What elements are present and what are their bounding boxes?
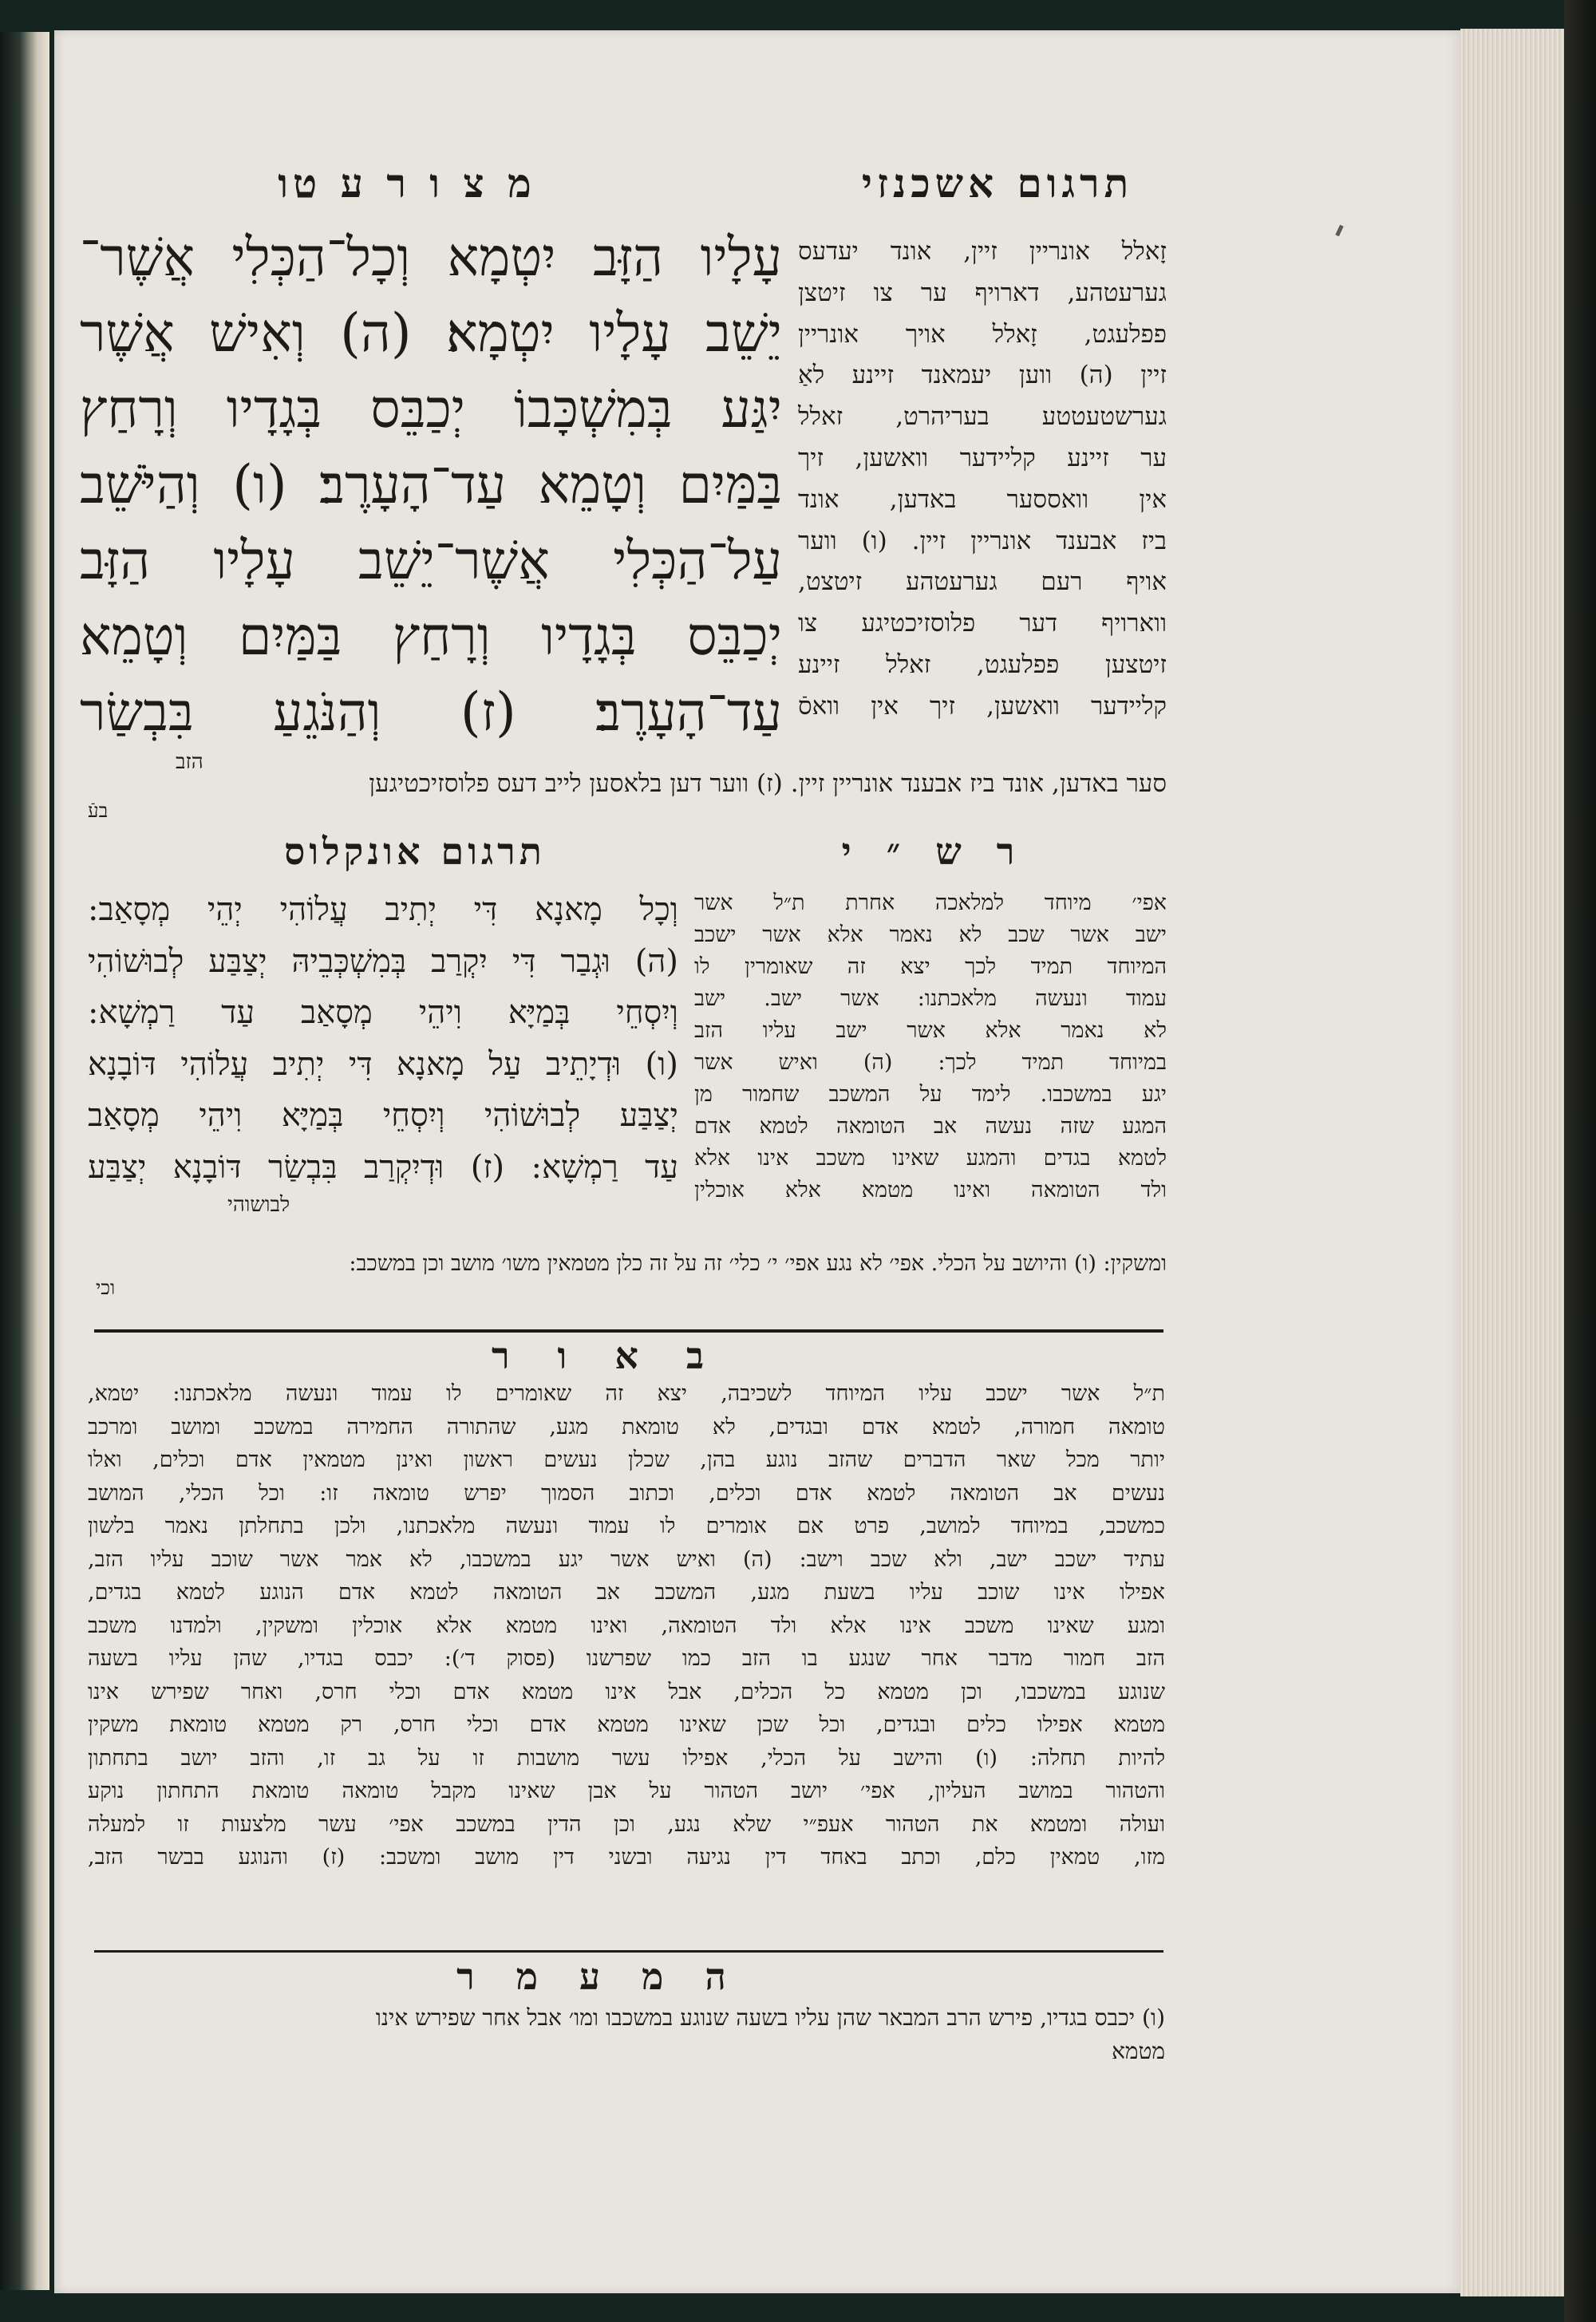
rashi-continuation	[80, 1251, 1167, 1299]
biur-line: ועולה ומטמא את הטהור אעפ״י שלא נגע, וכן הדין במשכב אפי׳ עשר מלצעות זו למעלה	[88, 1811, 1165, 1837]
rashi-line: יגע במשכבו. לימד על המשכב שחמור מן	[694, 1082, 1167, 1107]
yiddish-line: גערעטהע, דארויף ער צו זיטצן	[798, 278, 1167, 307]
yiddish-line: פפלעגט, זָאלל אויך אונריין	[798, 319, 1167, 349]
yiddish-line: אין וואססער באדען, אונד	[798, 484, 1167, 514]
yiddish-line: זיטצען פפלעגט, זאלל זיינע	[798, 650, 1167, 679]
yiddish-line: ביז אבענד אונריין זיין. (ו) ווער	[798, 526, 1167, 555]
onkelos-line: וְיִסְחֵי בְּמַיָּא וִיהֵי מְסָאַב עַד רַמְשָׁא:	[88, 994, 678, 1031]
rashi-line: במיוחד תמיד לכך: (ה) ואיש אשר	[694, 1050, 1167, 1075]
yiddish-line: אויף רעם גערעטהע זיטצט,	[798, 567, 1167, 597]
torah-line: בַּמַּיִם וְטָמֵא עַד־הָעָרֶב׃ (ו) וְהַיֹּשֵׁב	[80, 454, 782, 515]
rashi-line: לא נאמר אלא אשר ישב עליו הזב	[694, 1018, 1167, 1043]
facing-page-edge	[0, 32, 49, 2290]
biur-line: מזו, טמאין כלם, וכתב באחד דין נגיעה ובשני דין מושב ומשכב: (ז) והנוגע בבשר הזב,	[88, 1845, 1165, 1870]
section-divider	[94, 1329, 1163, 1333]
biur-line: ת״ל אשר ישכב עליו המיוחד לשכיבה, יצא זה שאומרים לו עמוד ונעשה מלאכתנו: יטמא,	[88, 1381, 1165, 1406]
rashi-column	[694, 887, 1167, 1206]
onkelos-line: יְצַבַּע לְבוּשׁוֹהִי וְיִסְחֵי בְּמַיָּא וִיהֵי מְסָאַב	[88, 1097, 678, 1134]
rashi-line: עמוד ונעשה מלאכתנו: אשר ישב. ישב	[694, 986, 1167, 1011]
hameamer-title: ה מ ע מ ר	[456, 1955, 741, 1998]
onkelos-title: תרגום אונקלוס	[284, 830, 546, 873]
yiddish-line: גערשטעטטע בעריהרט, זאלל	[798, 402, 1167, 432]
rashi-catchword: וכי	[96, 1277, 116, 1299]
page-block-edges	[1460, 29, 1564, 2296]
yiddish-line: ער זיינע קליידער וואשען, זיך	[798, 443, 1167, 472]
biur-title: ב א ו ר	[491, 1334, 722, 1377]
hameamer-line: מטמא	[1112, 2038, 1165, 2064]
hameamer-commentary	[88, 2001, 1165, 2068]
rashi-title: ר ש ״ י	[841, 830, 1026, 873]
rashi-line: אפי׳ מיוחד למלאכה אחרת ת״ל אשר	[694, 890, 1167, 915]
biur-line: להיות תחלה: (ו) והישב על הכלי, אפילו עשר מושבות זו על גב זו, והזב יושב בתחתון	[88, 1745, 1165, 1771]
onkelos-line: (ו) וּדְיָתֵיב עַל מָאנָא דִּי יְתִיב עֲלוֹהִי דּוֹבָנָא	[88, 1045, 678, 1083]
rashi-line: ישב אשר שכב לא נאמר אלא אשר ישכב	[694, 922, 1167, 947]
hameamer-line: (ו) יכבס בגדיו, פירש הרב המבאר שהן עליו בשעה שנוגע במשכבו ומו׳ אבל אחר שפירש אינו	[375, 2004, 1165, 2031]
biur-line: שנוגע במשכבו, וכן מטמא כל הכלים, אבל אינו מטמא אדם וכלי חרס, ואחר שפירש אינו	[88, 1679, 1165, 1704]
yiddish-line: ווארויף דער פלוסזיכטיגע צו	[798, 609, 1167, 638]
torah-catchword: הזב	[176, 750, 203, 774]
torah-line: יִגַּע בְּמִשְׁכָּבוֹ יְכַבֵּס בְּגָדָיו וְרָחַץ	[80, 378, 782, 440]
onkelos-catchword: לבושוהי	[227, 1193, 290, 1217]
biur-line: אפילו אינו שוכב עליו בשעת מגע, המשכב אב הטומאה לטמא אדם הנוגע לטמא בגדים,	[88, 1580, 1165, 1605]
onkelos-line: עַד רַמְשָׁא: (ז) וּדְיִקְרַב בִּבְשַׂר דּוֹבָנָא יְצַבַּע	[88, 1148, 678, 1186]
yiddish-line: סער באדען, אונד ביז אבענד אונריין זיין. (ז) ווער דען בלאסען לייב דעס פלוסזיכטיגען	[369, 769, 1167, 798]
onkelos-line: (ה) וּגְבַר דִּי יִקְרַב בְּמִשְׁכְּבֵיהּ יְצַבַּע לְבוּשׁוֹהִי	[88, 942, 678, 980]
section-divider	[94, 1950, 1163, 1953]
biur-line: הזב חמור מדבר אחר שנגע בו הזב כמו שפרשנו (פסוק ד׳): יכבס בגדיו, שהן עליו בשעה	[88, 1646, 1165, 1671]
torah-line: עָלָיו הַזָּב יִטְמָא וְכָל־הַכְּלִי אֲשֶׁר־	[80, 227, 782, 288]
biur-commentary	[88, 1377, 1165, 1874]
biur-line: והטהור במושב העליון, אפי׳ יושב הטהור על אבן שאינו מקבל טומאה טומאת התחתון נוקע	[88, 1779, 1165, 1803]
rashi-line: ומשקין: (ו) והיושב על הכלי. אפי׳ לא נגע אפי׳ י׳ כלי׳ זה על זה כלן מטמאין משו׳ מושב וכן במשכב:	[349, 1251, 1167, 1276]
parsha-header: מ צ ו ר ע טו	[278, 160, 536, 207]
yiddish-column-header: תרגום אשכנזי	[861, 160, 1134, 207]
yiddish-line: זיין (ה) ווען יעמאנד זיינע לאַ	[798, 361, 1167, 390]
biur-line: יותר מכל שאר הדברים שהזב נוגע בהן, שכלן נעשים ראשון ואינן מטמאין אדם וכלים, ואלו	[88, 1447, 1165, 1472]
biur-line: עתיד ישכב ישב, ולא שכב וישב: (ה) ואיש אשר יגע במשכבו, לא אמר אשר שוכב עליו הזב,	[88, 1546, 1165, 1572]
biur-line: טומאה חמורה, לטמא אדם ובגדים, לא טומאת מגע, שהתורה החמירה במשכב ומושב ומרכב	[88, 1414, 1165, 1439]
biur-line: מטמא אפילו כלים ובגדים, וכל שכן שאינו מטמא אדם וכלי חרס, רק מטמא טומאת משקין	[88, 1712, 1165, 1737]
yiddish-translation-column	[798, 231, 1167, 728]
torah-line: יְכַבֵּס בְּגָדָיו וְרָחַץ בַּמַּיִם וְטָמֵא	[80, 606, 782, 667]
rashi-line: המגע שזה נעשה אב הטומאה לטמא אדם	[694, 1114, 1167, 1139]
torah-line: עַד־הָעָרֶב׃ (ז) וְהַנֹּגֵעַ בִּבְשַׂר	[80, 681, 782, 743]
rashi-line: המיוחד תמיד לכך יצא זה שאומרין לו	[694, 954, 1167, 979]
book-binding	[1564, 0, 1596, 2322]
torah-text-block	[80, 219, 782, 774]
biur-line: כמשכב, במיוחד למושב, פרט אם אומרים לו עמוד ונעשה מלאכתנו, ולכן בתחלתן נאמר בלשון	[88, 1514, 1165, 1538]
yiddish-catchword: בעֿ	[88, 800, 109, 822]
onkelos-line: וְכָל מָאנָא דִּי יְתִיב עֲלוֹהִי יְהֵי מְסָאַב:	[88, 891, 678, 928]
biur-line: נעשים אב הטומאה לטמא אדם וכלים, וכתוב הסמוך יפרש טומאה זו: וכל הכלי, המושב	[88, 1480, 1165, 1506]
onkelos-column	[88, 884, 678, 1217]
yiddish-line: זָאלל אונריין זיין, אונד יעדעס	[798, 237, 1167, 266]
rashi-line: לטמא בגדים והמגע שאינו משכב אינו אלא	[694, 1146, 1167, 1171]
yiddish-continuation	[80, 768, 1167, 822]
biur-line: ומגע שאינו משכב אינו אלא ולד הטומאה, ואינו מטמא אלא אוכלין ומשקין, ולמדנו משכב	[88, 1613, 1165, 1638]
rashi-line: ולד הטומאה ואינו מטמא אלא אוכלין	[694, 1178, 1167, 1202]
torah-line: יֵשֵׁב עָלָיו יִטְמָא׃ (ה) וְאִישׁ אֲשֶׁר	[80, 302, 782, 364]
yiddish-line: קליידער וואשען, זיך אין וואסֿ	[798, 691, 1167, 721]
torah-line: עַל־הַכְּלִי אֲשֶׁר־יֵשֵׁב עָלָיו הַזָּב	[80, 530, 782, 591]
